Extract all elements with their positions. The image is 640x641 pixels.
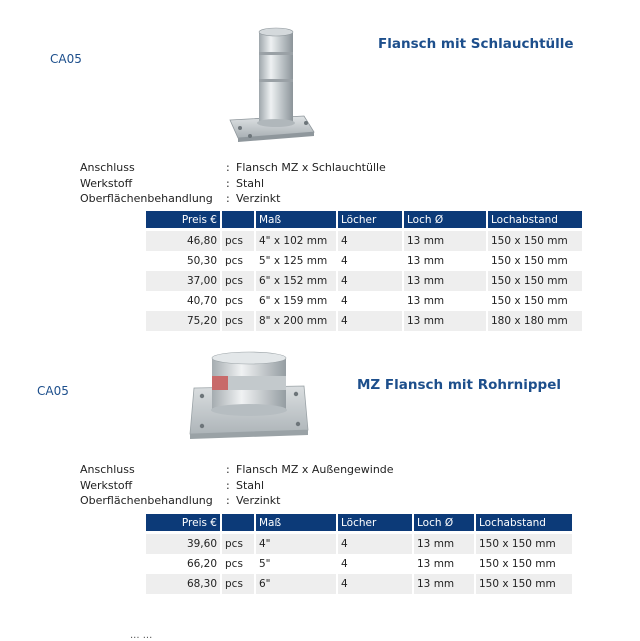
col-header-holes: Löcher [338,514,412,534]
cell-holes: 4 [338,534,412,554]
table-row [146,251,582,271]
table-row [146,231,582,251]
cell-price: 37,00 [146,271,220,291]
cell-price: 40,70 [146,291,220,311]
cell-holes: 4 [338,231,402,251]
cell-size: 4" [256,534,336,554]
spec-label: Oberflächenbehandlung [80,192,213,205]
spec-label: Werkstoff [80,478,133,492]
cell-hole-spacing: 150 x 150 mm [488,271,582,291]
cell-size: 4" x 102 mm [256,231,336,251]
col-header-hole-diameter: Loch Ø [414,514,474,534]
col-header-size: Maß [256,211,336,231]
cell-size: 6" x 159 mm [256,291,336,311]
col-header-hole-spacing: Lochabstand [476,514,572,534]
product-title: Flansch mit Schlauchtülle [378,36,574,52]
cell-hole-spacing: 150 x 150 mm [476,554,572,574]
table-row [146,554,572,574]
cell-size: 6" [256,574,336,594]
cell-hole-diameter: 13 mm [404,251,486,271]
cell-price: 75,20 [146,311,220,331]
flange-hose-tail-image [226,24,316,152]
table-row [146,574,572,594]
cell-hole-diameter: 13 mm [414,534,474,554]
cell-hole-spacing: 150 x 150 mm [476,574,572,594]
col-header-holes: Löcher [338,211,402,231]
specs-block [80,160,386,207]
cell-hole-diameter: 13 mm [404,311,486,331]
col-header-size: Maß [256,514,336,534]
product-code: CA05 [37,384,69,398]
cell-price: 68,30 [146,574,220,594]
price-table [144,211,584,331]
col-header-price: Preis € [146,211,220,231]
spec-value: Flansch MZ x Außengewinde [236,463,394,476]
cell-holes: 4 [338,311,402,331]
spec-value: Verzinkt [236,192,281,205]
cell-hole-spacing: 150 x 150 mm [488,231,582,251]
cell-hole-diameter: 13 mm [404,231,486,251]
cell-size: 5" [256,554,336,574]
cell-hole-spacing: 150 x 150 mm [488,251,582,271]
spec-row: Werkstoff : Stahl [80,478,265,492]
product-code: CA05 [50,52,82,66]
col-header-hole-diameter: Loch Ø [404,211,486,231]
cell-hole-spacing: 150 x 150 mm [476,534,572,554]
cell-size: 6" x 152 mm [256,271,336,291]
spec-label: Werkstoff [80,176,133,190]
cell-hole-diameter: 13 mm [404,271,486,291]
cell-holes: 4 [338,291,402,311]
cell-unit: pcs [222,554,254,574]
cell-size: 5" x 125 mm [256,251,336,271]
cell-hole-diameter: 13 mm [414,574,474,594]
cell-unit: pcs [222,271,254,291]
specs-block [80,462,394,509]
spec-value: Verzinkt [236,494,281,507]
col-header-unit [222,211,254,231]
product-title: MZ Flansch mit Rohrnippel [357,377,561,393]
price-table [144,514,574,594]
spec-label: Anschluss [80,161,135,174]
cell-holes: 4 [338,574,412,594]
spec-label: Anschluss [80,463,135,476]
cell-unit: pcs [222,251,254,271]
cell-unit: pcs [222,231,254,251]
cell-hole-diameter: 13 mm [404,291,486,311]
table-row [146,291,582,311]
cell-hole-spacing: 180 x 180 mm [488,311,582,331]
table-row [146,534,572,554]
cell-unit: pcs [222,534,254,554]
cell-holes: 4 [338,251,402,271]
footer-fragment: ... ... [130,630,153,641]
spec-value: Flansch MZ x Schlauchtülle [236,161,386,174]
cell-holes: 4 [338,271,402,291]
spec-label: Oberflächenbehandlung [80,494,213,507]
col-header-hole-spacing: Lochabstand [488,211,582,231]
cell-hole-diameter: 13 mm [414,554,474,574]
cell-price: 39,60 [146,534,220,554]
cell-size: 8" x 200 mm [256,311,336,331]
spec-row: Anschluss : Flansch MZ x Außengewinde [80,463,394,476]
cell-hole-spacing: 150 x 150 mm [488,291,582,311]
cell-price: 66,20 [146,554,220,574]
spec-value: Stahl [236,176,265,190]
col-header-unit [222,514,254,534]
cell-unit: pcs [222,311,254,331]
spec-row: Oberflächenbehandlung : Verzinkt [80,494,281,507]
spec-value: Stahl [236,478,265,492]
cell-unit: pcs [222,291,254,311]
table-row [146,271,582,291]
table-row [146,311,582,331]
flange-pipe-nipple-image [186,350,312,440]
col-header-price: Preis € [146,514,220,534]
spec-row: Werkstoff : Stahl [80,176,265,190]
spec-row: Oberflächenbehandlung : Verzinkt [80,192,281,205]
cell-price: 50,30 [146,251,220,271]
cell-unit: pcs [222,574,254,594]
cell-price: 46,80 [146,231,220,251]
spec-row: Anschluss : Flansch MZ x Schlauchtülle [80,161,386,174]
cell-holes: 4 [338,554,412,574]
